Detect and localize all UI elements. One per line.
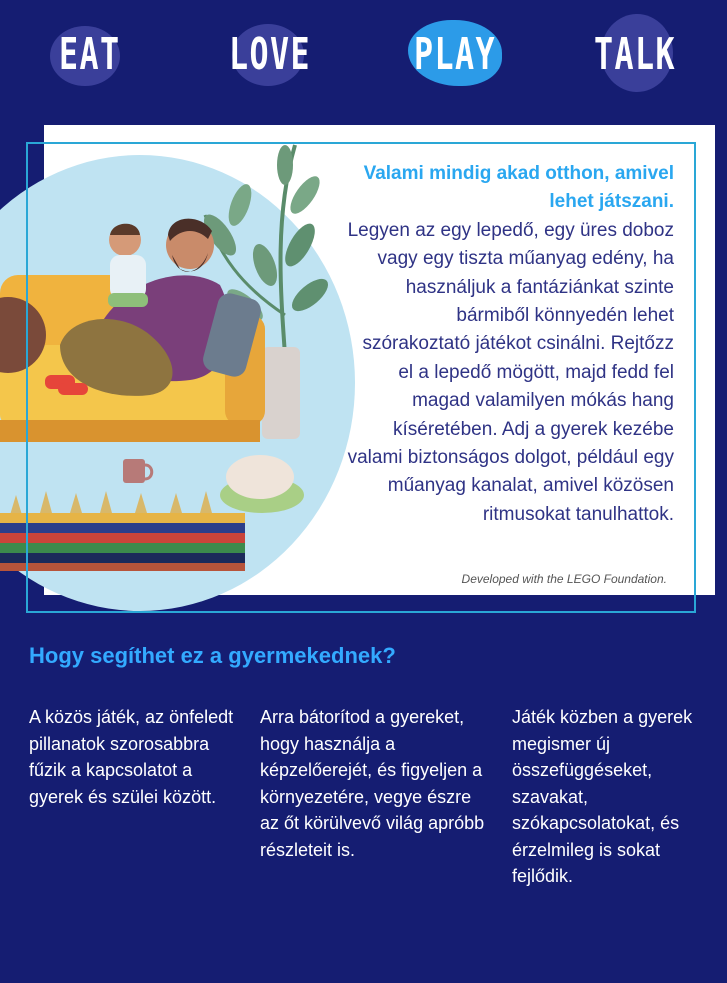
nav-item-eat[interactable] <box>40 14 140 94</box>
nav-item-talk[interactable] <box>585 14 685 94</box>
nav-label-eat: EAT <box>59 28 121 80</box>
top-navigation <box>0 0 727 110</box>
nav-label-love: LOVE <box>228 28 312 80</box>
benefit-column-3: Játék közben a gyerek megismer új összefüggéseket, szavakat, szókapcsolatokat, és érzelmileg is sokat fejlődik. <box>512 707 693 886</box>
section-title: Hogy segíthet ez a gyermekednek? <box>29 643 396 668</box>
card-text <box>344 160 674 529</box>
nav-item-play[interactable] <box>400 14 510 94</box>
benefit-column-1: A közös játék, az önfeledt pillanatok szorosabbra fűzik a kapcsolatot a gyerek és szülei között. <box>29 707 234 807</box>
nav-label-play: PLAY <box>413 28 497 80</box>
benefit-column-2: Arra bátorítod a gyereket, hogy használja a képzelőerejét, és figyeljen a környezetére, vegye észre az őt körülvevő világ apróbb részleteit is. <box>260 707 485 860</box>
card-body: Legyen az egy lepedő, egy üres doboz vagy egy tiszta műanyag edény, ha használjuk a fantáziánkat szinte bármiből könnyedén lehet szórakoztató játékot csinálni. Rejtőzz el a lepedő mögött, majd fedd fel magad valamilyen mókás hang kíséretében. Adj a gyerek kezébe valami biztonságos dolgot, például egy műanyag kanalat, amivel közösen ritmusokat tanulhattok. <box>347 219 674 525</box>
nav-item-love[interactable] <box>220 14 320 94</box>
nav-label-talk: TALK <box>593 28 677 80</box>
credit-text: Developed with the LEGO Foundation. <box>461 572 667 586</box>
card-heading: Valami mindig akad otthon, amivel lehet játszani. <box>363 163 674 213</box>
